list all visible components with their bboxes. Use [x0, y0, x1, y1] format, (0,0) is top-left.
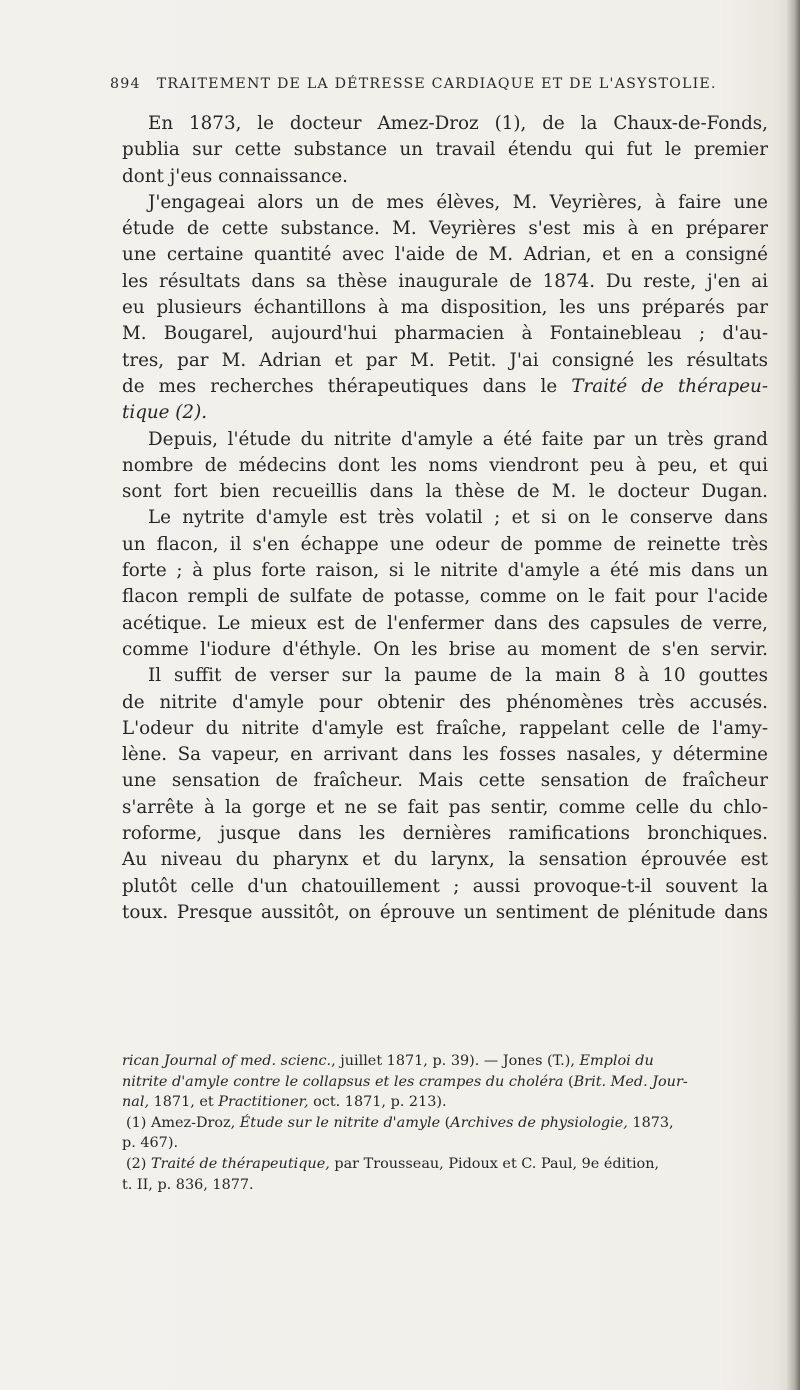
text-line: lène. Sa vapeur, en arrivant dans les fosses nasales, y détermine	[122, 744, 768, 766]
footnote-italic: Emploi du	[579, 1053, 654, 1069]
text-line: eu plusieurs échantillons à ma disposition, les uns préparés par	[122, 297, 768, 319]
footnote-text: oct. 1871, p. 213).	[313, 1094, 447, 1111]
text-line: étude de cette substance. M. Veyrières s'est mis à en préparer	[122, 218, 768, 240]
footnote-text: (2)	[126, 1155, 147, 1172]
footnote-italic: rican Journal of med. scienc.	[122, 1053, 332, 1069]
text-line: Il suffit de verser sur la paume de la main 8 à 10 gouttes	[148, 665, 768, 687]
footnote-italic: Traité de thérapeutique,	[150, 1155, 330, 1172]
text-line: forte ; à plus forte raison, si le nitrite d'amyle a été mis dans un	[122, 560, 768, 582]
footnote-italic: nal,	[122, 1094, 150, 1111]
footnote-text: (	[568, 1073, 574, 1090]
footnote-text: 1873,	[632, 1114, 674, 1131]
text-line: les résultats dans sa thèse inaugurale de 1874. Du reste, j'en ai	[122, 270, 768, 292]
text-line: tique (2).	[122, 402, 208, 424]
footnote-continuation: t. II, p. 836, 1877.	[122, 1176, 254, 1193]
text-line: dont j'eus connaissance.	[122, 165, 348, 187]
text-line: roforme, jusque dans les dernières ramifications bronchiques.	[122, 823, 768, 845]
text-line	[122, 374, 768, 400]
footnote-continuation	[122, 1072, 768, 1093]
text-line: une sensation de fraîcheur. Mais cette sensation de fraîcheur	[122, 770, 768, 792]
text-line: flacon rempli de sulfate de potasse, comme on le fait pour l'acide	[122, 586, 768, 608]
page-edge-shadow	[786, 0, 800, 1390]
text-line: une certaine quantité avec l'aide de M. Adrian, et en a consigné	[122, 244, 768, 266]
text-line: plutôt celle d'un chatouillement ; aussi provoque-t-il souvent la	[122, 875, 768, 897]
main-text	[122, 111, 768, 926]
footnote-2	[122, 1154, 768, 1175]
text-line: Depuis, l'étude du nitrite d'amyle a été faite par un très grand	[148, 428, 768, 450]
text-line: Au niveau du pharynx et du larynx, la sensation éprouvée est	[122, 849, 768, 871]
text-line: J'engageai alors un de mes élèves, M. Veyrières, à faire une	[148, 191, 768, 213]
footnote-text: , juillet 1871, p. 39). — Jones (T.),	[331, 1053, 575, 1069]
footnote-continuation: p. 467).	[122, 1135, 179, 1152]
text-line: En 1873, le docteur Amez-Droz (1), de la Chaux-de-Fonds,	[148, 113, 768, 134]
text-line: nombre de médecins dont les noms viendront peu à peu, et qui	[122, 454, 768, 476]
text-line: comme l'iodure d'éthyle. On les brise au moment de s'en servir.	[122, 638, 768, 660]
text-line: Le nytrite d'amyle est très volatil ; et si on le conserve dans	[148, 507, 768, 529]
text-line: un flacon, il s'en échappe une odeur de pomme de reinette très	[122, 533, 768, 555]
footnote-continuation	[122, 1051, 768, 1072]
text-line: tres, par M. Adrian et par M. Petit. J'ai consigné les résultats	[122, 349, 768, 371]
running-header	[110, 76, 750, 92]
text-line: sont fort bien recueillis dans la thèse de M. le docteur Dugan.	[122, 481, 768, 503]
footnotes	[122, 1051, 768, 1195]
footnote-continuation	[122, 1092, 768, 1113]
text-line: L'odeur du nitrite d'amyle est fraîche, rappelant celle de l'amy-	[122, 717, 768, 739]
text-line: publia sur cette substance un travail étendu qui fut le premier	[122, 139, 768, 161]
footnote-text: (1) Amez-Droz,	[126, 1114, 236, 1131]
footnote-italic: Brit. Med. Jour-	[573, 1073, 688, 1090]
page-number: 894	[110, 76, 141, 92]
footnote-text: 1871, et	[153, 1094, 214, 1111]
footnote-1	[122, 1113, 768, 1134]
footnote-italic: Étude sur le nitrite d'amyle	[239, 1114, 441, 1131]
footnote-text: par Trousseau, Pidoux et C. Paul, 9e édition,	[334, 1155, 660, 1172]
text-fragment: de mes recherches thérapeutiques dans le	[122, 375, 558, 397]
footnote-text: (	[444, 1114, 451, 1131]
text-line: M. Bougarel, aujourd'hui pharmacien à Fontainebleau ; d'au-	[122, 323, 768, 345]
italic-title: Traité de thérapeu-	[571, 375, 769, 397]
footnote-italic: nitrite d'amyle contre le collapsus et les crampes du choléra	[122, 1073, 564, 1090]
text-line: toux. Presque aussitôt, on éprouve un sentiment de plénitude dans	[122, 901, 768, 923]
text-line: acétique. Le mieux est de l'enfermer dans des capsules de verre,	[122, 612, 768, 634]
text-line: de nitrite d'amyle pour obtenir des phénomènes très accusés.	[122, 691, 768, 713]
running-title: TRAITEMENT DE LA DÉTRESSE CARDIAQUE ET DE L'ASYSTOLIE.	[156, 76, 717, 92]
text-line: s'arrête à la gorge et ne se fait pas sentir, comme celle du chlo-	[122, 796, 768, 818]
footnote-italic: Practitioner,	[218, 1094, 309, 1111]
footnote-italic: Archives de physiologie,	[450, 1114, 628, 1131]
